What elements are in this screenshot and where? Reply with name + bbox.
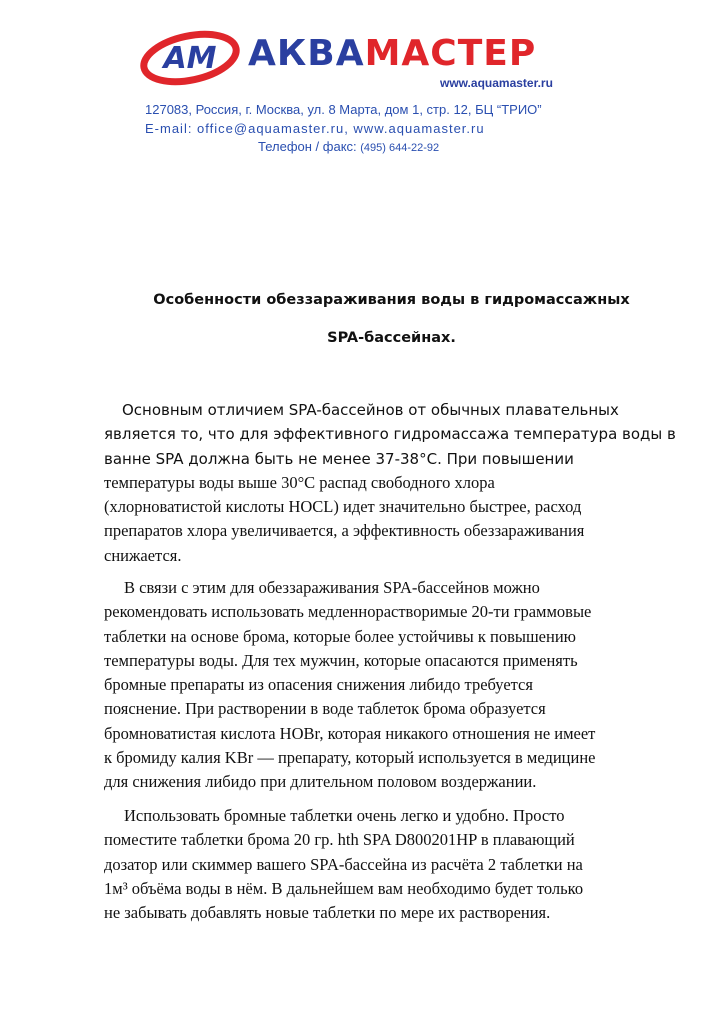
paragraph-2 bbox=[104, 576, 690, 795]
company-address: 127083, Россия, г. Москва, ул. 8 Марта, дом 1, стр. 12, БЦ “ТРИО” bbox=[145, 102, 542, 117]
document-title-line2: SPA-бассейнах. bbox=[327, 330, 456, 346]
paragraph-line: ванне SPA должна быть не менее 37-38°С. При повышении bbox=[104, 449, 574, 468]
brand-website[interactable]: www.aquamaster.ru bbox=[440, 76, 553, 90]
paragraph-line: снижается. bbox=[104, 545, 182, 565]
company-email-line[interactable]: E-mail: office@aquamaster.ru, www.aquamaster.ru bbox=[145, 121, 485, 136]
paragraph-line: температуры воды. Для тех мужчин, которые опасаются применять bbox=[104, 650, 578, 670]
paragraph-line: температуры воды выше 30°С распад свободного хлора bbox=[104, 472, 495, 492]
phone-number: (495) 644-22-92 bbox=[360, 142, 440, 154]
company-logo bbox=[140, 28, 240, 88]
paragraph-line: является то, что для эффективного гидромассажа температура воды в bbox=[104, 425, 676, 444]
paragraph-line: бромноватистая кислота HOBr, которая никакого отношения не имеет bbox=[104, 723, 596, 743]
paragraph-line: Использовать бромные таблетки очень легко и удобно. Просто bbox=[124, 806, 565, 825]
paragraph-line: бромные препараты из опасения снижения либидо требуется bbox=[104, 675, 533, 695]
paragraph-line: Основным отличием SPA-бассейнов от обычных плавательных bbox=[122, 401, 619, 419]
paragraph-line: (хлорноватистой кислоты HOCL) идет значительно быстрее, расход bbox=[104, 497, 582, 517]
document-title-line1: Особенности обеззараживания воды в гидромассажных bbox=[153, 292, 630, 308]
paragraph-1 bbox=[104, 398, 690, 568]
paragraph-3 bbox=[104, 804, 690, 925]
paragraph-line: для снижения либидо при длительном половом воздержании. bbox=[104, 772, 537, 792]
paragraph-line: к бромиду калия KBr — препарату, который используется в медицине bbox=[104, 748, 596, 768]
paragraph-line: 1м³ объёма воды в нём. В дальнейшем вам необходимо будет только bbox=[104, 878, 584, 898]
paragraph-line: дозатор или скиммер вашего SPA-бассейна из расчёта 2 таблетки на bbox=[104, 854, 583, 874]
phone-label: Телефон / факс: bbox=[258, 139, 361, 154]
brand-name-part2: МАСТЕР bbox=[364, 33, 537, 74]
logo-letters: АМ bbox=[163, 41, 217, 76]
paragraph-line: рекомендовать использовать медленнорастворимые 20-ти граммовые bbox=[104, 602, 592, 622]
paragraph-line: не забывать добавлять новые таблетки по мере их растворения. bbox=[104, 903, 551, 923]
brand-name bbox=[248, 34, 536, 74]
company-phone bbox=[258, 139, 558, 154]
paragraph-line: препаратов хлора увеличивается, а эффективность обеззараживания bbox=[104, 521, 585, 541]
letterhead bbox=[0, 0, 723, 160]
paragraph-line: таблетки на основе брома, которые более устойчивы к повышению bbox=[104, 626, 576, 646]
paragraph-line: В связи с этим для обеззараживания SPA-бассейнов можно bbox=[124, 578, 540, 597]
brand-name-part1: АКВА bbox=[248, 33, 365, 74]
paragraph-line: поместите таблетки брома 20 гр. hth SPA D800201HP в плавающий bbox=[104, 830, 575, 850]
paragraph-line: пояснение. При растворении в воде таблеток брома образуется bbox=[104, 699, 546, 719]
